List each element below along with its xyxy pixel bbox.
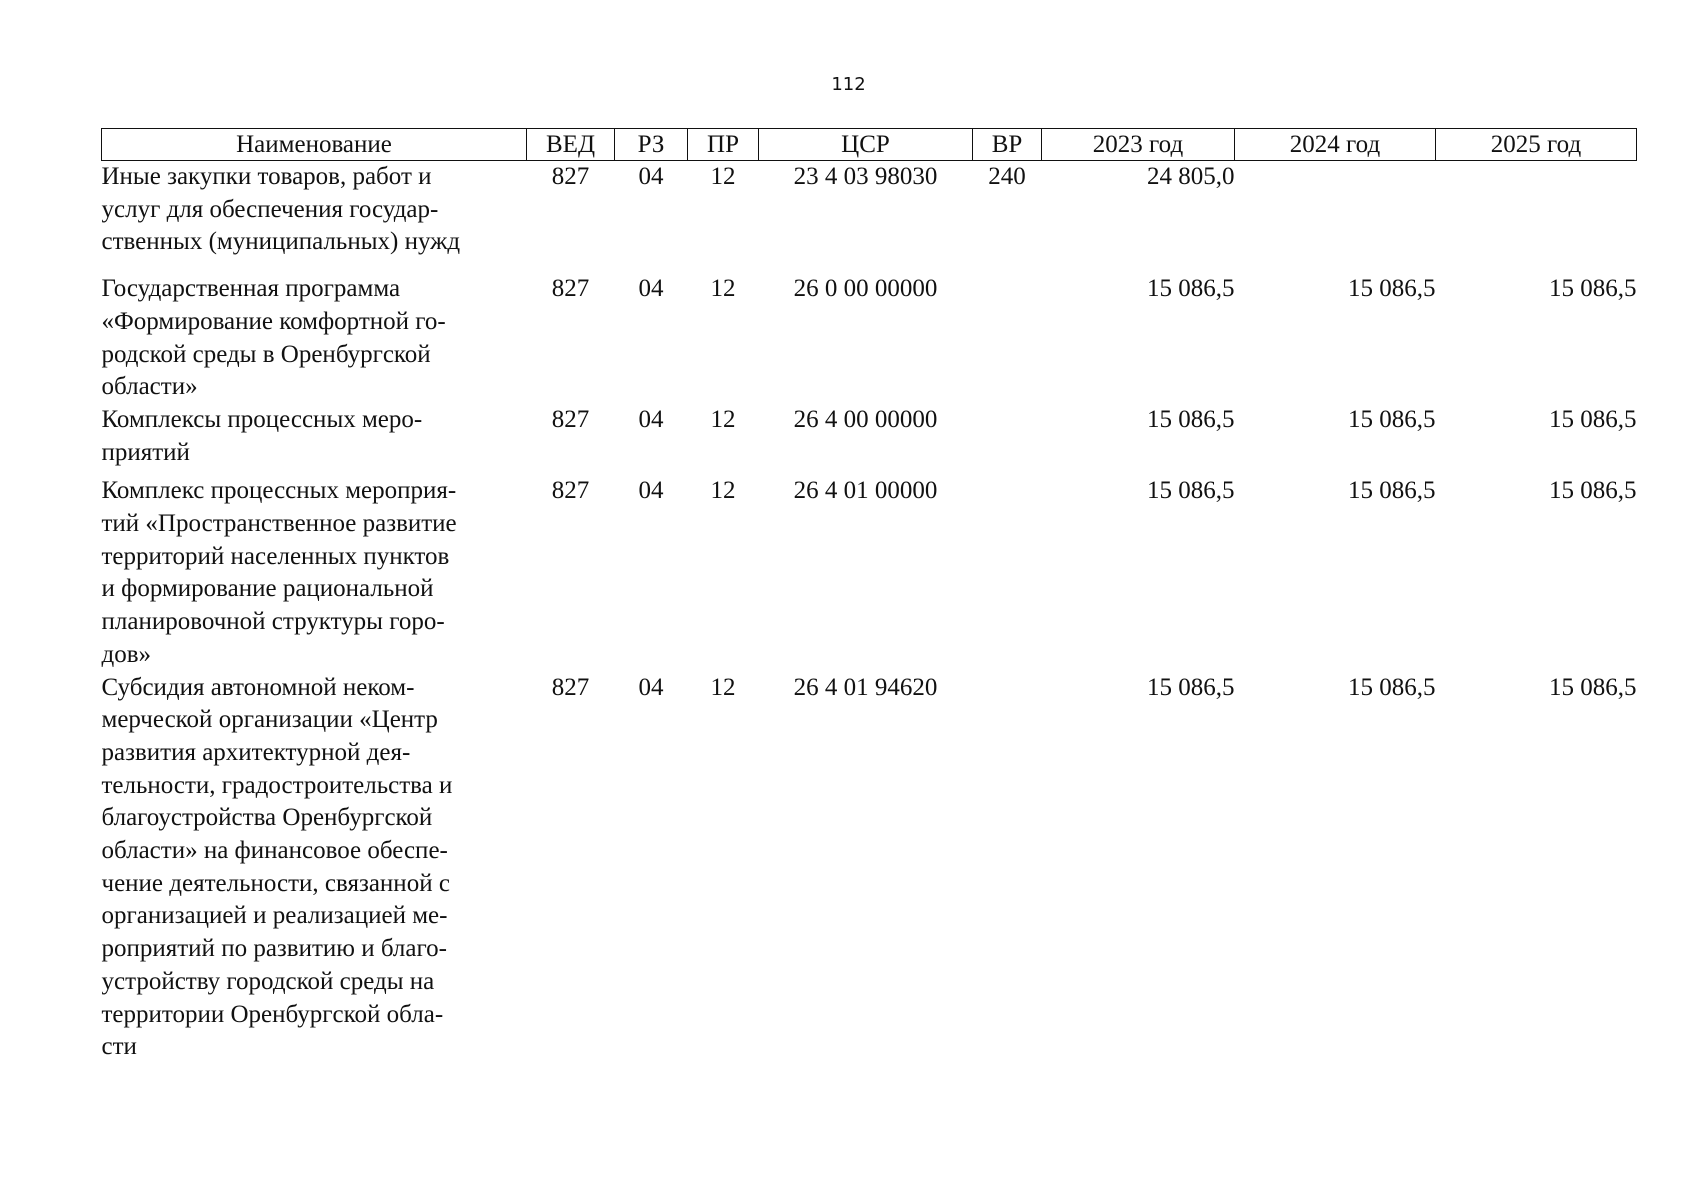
- table-row: [102, 475, 1637, 671]
- row-2024: 15 086,5: [1348, 477, 1436, 505]
- row-vr: [973, 672, 1042, 1064]
- header-rz: РЗ: [615, 129, 688, 161]
- row-rz: 04: [638, 275, 664, 303]
- row-name: Субсидия автономной неком- мерческой организации «Центр развития архитектурной дея- тельности, градостроительства и благоустройства Оренбургской области» на финансовое обеспе- чение деятельности, связанной с организацией и реализацией ме- роприятий по развитию и благо- устройству городской среды на территории Оренбургской обла- сти: [101, 673, 453, 1061]
- row-csr: 26 0 00 00000: [793, 275, 938, 303]
- row-csr: 23 4 03 98030: [793, 163, 938, 190]
- row-vr: [973, 404, 1042, 475]
- row-pr: 12: [710, 275, 736, 303]
- row-pr: 12: [710, 163, 736, 190]
- table-body: [102, 161, 1637, 1064]
- row-csr: 26 4 00 00000: [793, 405, 938, 433]
- row-2025: 15 086,5: [1549, 405, 1637, 433]
- row-2025: [1436, 161, 1637, 274]
- row-2024: 15 086,5: [1348, 405, 1436, 433]
- header-2023: 2023 год: [1042, 129, 1235, 161]
- header-row: [102, 129, 1637, 161]
- header-csr: ЦСР: [759, 129, 973, 161]
- row-2025: 15 086,5: [1549, 477, 1637, 505]
- row-pr: 12: [710, 477, 736, 505]
- row-2024: 15 086,5: [1348, 673, 1436, 701]
- row-ved: 827: [551, 275, 590, 303]
- row-2023: 15 086,5: [1147, 275, 1235, 303]
- header-pr: ПР: [688, 129, 759, 161]
- header-ved: ВЕД: [527, 129, 615, 161]
- header-name: Наименование: [102, 129, 527, 161]
- row-rz: 04: [638, 405, 664, 433]
- table-row: [102, 404, 1637, 475]
- row-vr: 240: [988, 163, 1026, 190]
- row-2025: 15 086,5: [1549, 275, 1637, 303]
- row-rz: 04: [638, 163, 664, 190]
- row-rz: 04: [638, 477, 664, 505]
- row-2023: 15 086,5: [1147, 673, 1235, 701]
- row-2024: [1235, 161, 1436, 274]
- row-name: Государственная программа «Формирование комфортной го- родской среды в Оренбургской области»: [101, 275, 446, 401]
- row-pr: 12: [710, 673, 736, 701]
- row-ved: 827: [551, 405, 590, 433]
- row-name: Комплекс процессных мероприя- тий «Пространственное развитие территорий населенных пунктов и формирование рациональной планировочной структуры горо- дов»: [101, 477, 457, 668]
- row-ved: 827: [551, 673, 590, 701]
- row-csr: 26 4 01 94620: [793, 673, 938, 701]
- row-rz: 04: [638, 673, 664, 701]
- row-vr: [973, 273, 1042, 404]
- table-row: [102, 672, 1637, 1064]
- row-name: Комплексы процессных меро- приятий: [101, 405, 423, 466]
- row-name: Иные закупки товаров, работ и услуг для обеспечения государ- ственных (муниципальных) нужд: [101, 163, 461, 256]
- table-row: [102, 273, 1637, 404]
- header-vr: ВР: [973, 129, 1042, 161]
- header-2025: 2025 год: [1436, 129, 1637, 161]
- row-2023: 15 086,5: [1147, 477, 1235, 505]
- page-number: 112: [831, 74, 866, 95]
- row-csr: 26 4 01 00000: [793, 477, 938, 505]
- row-2023: 15 086,5: [1147, 405, 1235, 433]
- row-2023: 24 805,0: [1147, 163, 1235, 190]
- table-row: [102, 161, 1637, 274]
- row-pr: 12: [710, 405, 736, 433]
- row-2024: 15 086,5: [1348, 275, 1436, 303]
- row-vr: [973, 475, 1042, 671]
- row-ved: 827: [551, 163, 590, 190]
- header-2024: 2024 год: [1235, 129, 1436, 161]
- table-header: [102, 129, 1637, 161]
- row-2025: 15 086,5: [1549, 673, 1637, 701]
- budget-table: [101, 128, 1637, 1064]
- row-ved: 827: [551, 477, 590, 505]
